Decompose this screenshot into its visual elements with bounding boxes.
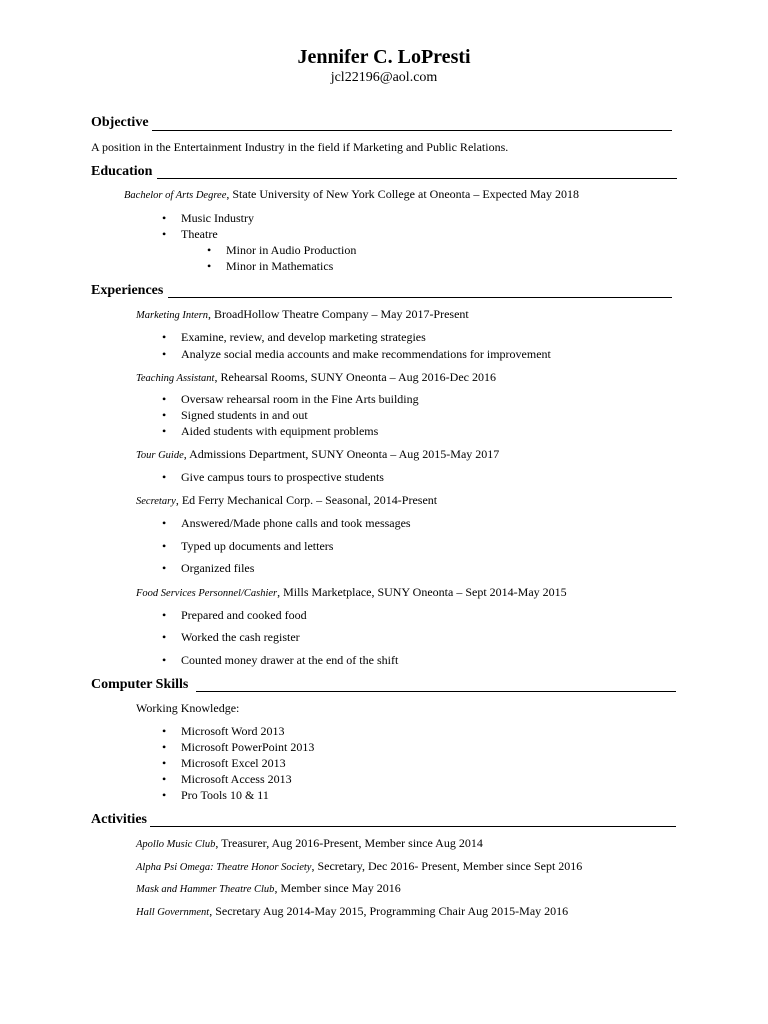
computer-skills-heading: Computer Skills: [91, 677, 189, 692]
job-title: Tour Guide: [136, 450, 184, 461]
list-item: • Worked the cash register: [162, 630, 300, 644]
degree-title: Bachelor of Arts Degree: [124, 190, 227, 201]
list-item: • Counted money drawer at the end of the shift: [162, 653, 399, 667]
activity-title: Apollo Music Club: [136, 839, 216, 850]
computer-skills-rule: [196, 691, 676, 692]
degree-detail: , State University of New York College at Oneonta – Expected May 2018: [226, 187, 579, 201]
objective-text: A position in the Entertainment Industry in the field if Marketing and Public Relations.: [91, 140, 509, 154]
list-item: • Signed students in and out: [162, 408, 308, 422]
email-address: jcl22196@aol.com: [330, 70, 438, 85]
list-item: • Typed up documents and letters: [162, 539, 334, 553]
list-item: • Aided students with equipment problems: [162, 424, 379, 438]
activity-entry: [136, 836, 483, 851]
activity-title: Mask and Hammer Theatre Club: [136, 884, 275, 895]
job-entry: [136, 447, 499, 462]
resume-name: Jennifer C. LoPresti: [297, 46, 471, 68]
list-item: • Organized files: [162, 561, 255, 575]
job-title: Marketing Intern: [136, 310, 209, 321]
job-entry: [136, 585, 567, 600]
education-rule: [157, 178, 677, 179]
degree-entry: [124, 187, 579, 202]
activity-entry: [136, 904, 568, 919]
list-item: • Theatre: [162, 227, 218, 241]
activities-heading: Activities: [91, 812, 147, 827]
list-item: • Microsoft Access 2013: [162, 772, 292, 786]
skills-intro: Working Knowledge:: [136, 701, 240, 715]
list-item: • Give campus tours to prospective students: [162, 470, 384, 484]
objective-heading: Objective: [91, 115, 149, 130]
job-entry: [136, 307, 469, 322]
job-detail: , BroadHollow Theatre Company – May 2017-Present: [208, 307, 469, 321]
list-item: • Pro Tools 10 & 11: [162, 788, 269, 802]
job-title: Food Services Personnel/Cashier: [136, 588, 278, 599]
activity-entry: [136, 859, 582, 874]
list-item: • Microsoft PowerPoint 2013: [162, 740, 315, 754]
list-item: • Oversaw rehearsal room in the Fine Arts building: [162, 392, 419, 406]
experiences-rule: [168, 297, 672, 298]
activity-detail: , Secretary, Dec 2016- Present, Member since Sept 2016: [311, 859, 583, 873]
experiences-heading: Experiences: [91, 283, 164, 298]
list-item: • Examine, review, and develop marketing strategies: [162, 330, 426, 344]
list-item: • Microsoft Excel 2013: [162, 756, 286, 770]
job-entry: [136, 370, 496, 385]
job-title: Secretary: [136, 496, 176, 507]
job-detail: , Ed Ferry Mechanical Corp. – Seasonal, 2014-Present: [175, 493, 438, 507]
list-item: • Answered/Made phone calls and took messages: [162, 516, 411, 530]
job-title: Teaching Assistant: [136, 373, 215, 384]
list-item: • Minor in Audio Production: [207, 243, 357, 257]
list-item: • Minor in Mathematics: [207, 259, 334, 273]
job-detail: , Admissions Department, SUNY Oneonta – Aug 2015-May 2017: [183, 447, 500, 461]
activity-detail: , Secretary Aug 2014-May 2015, Programming Chair Aug 2015-May 2016: [209, 904, 569, 918]
list-item: • Microsoft Word 2013: [162, 724, 285, 738]
list-item: • Prepared and cooked food: [162, 608, 307, 622]
activity-title: Alpha Psi Omega: Theatre Honor Society: [136, 862, 312, 873]
activity-title: Hall Government: [136, 907, 210, 918]
list-item: • Music Industry: [162, 211, 254, 225]
job-detail: , Rehearsal Rooms, SUNY Oneonta – Aug 2016-Dec 2016: [214, 370, 496, 384]
objective-rule: [152, 130, 672, 131]
education-heading: Education: [91, 164, 153, 179]
activity-detail: , Member since May 2016: [274, 881, 401, 895]
list-item: • Analyze social media accounts and make recommendations for improvement: [162, 347, 551, 361]
activity-detail: , Treasurer, Aug 2016-Present, Member since Aug 2014: [215, 836, 483, 850]
job-entry: [136, 493, 437, 508]
job-detail: , Mills Marketplace, SUNY Oneonta – Sept 2014-May 2015: [277, 585, 567, 599]
activity-entry: [136, 881, 401, 896]
activities-rule: [150, 826, 676, 827]
